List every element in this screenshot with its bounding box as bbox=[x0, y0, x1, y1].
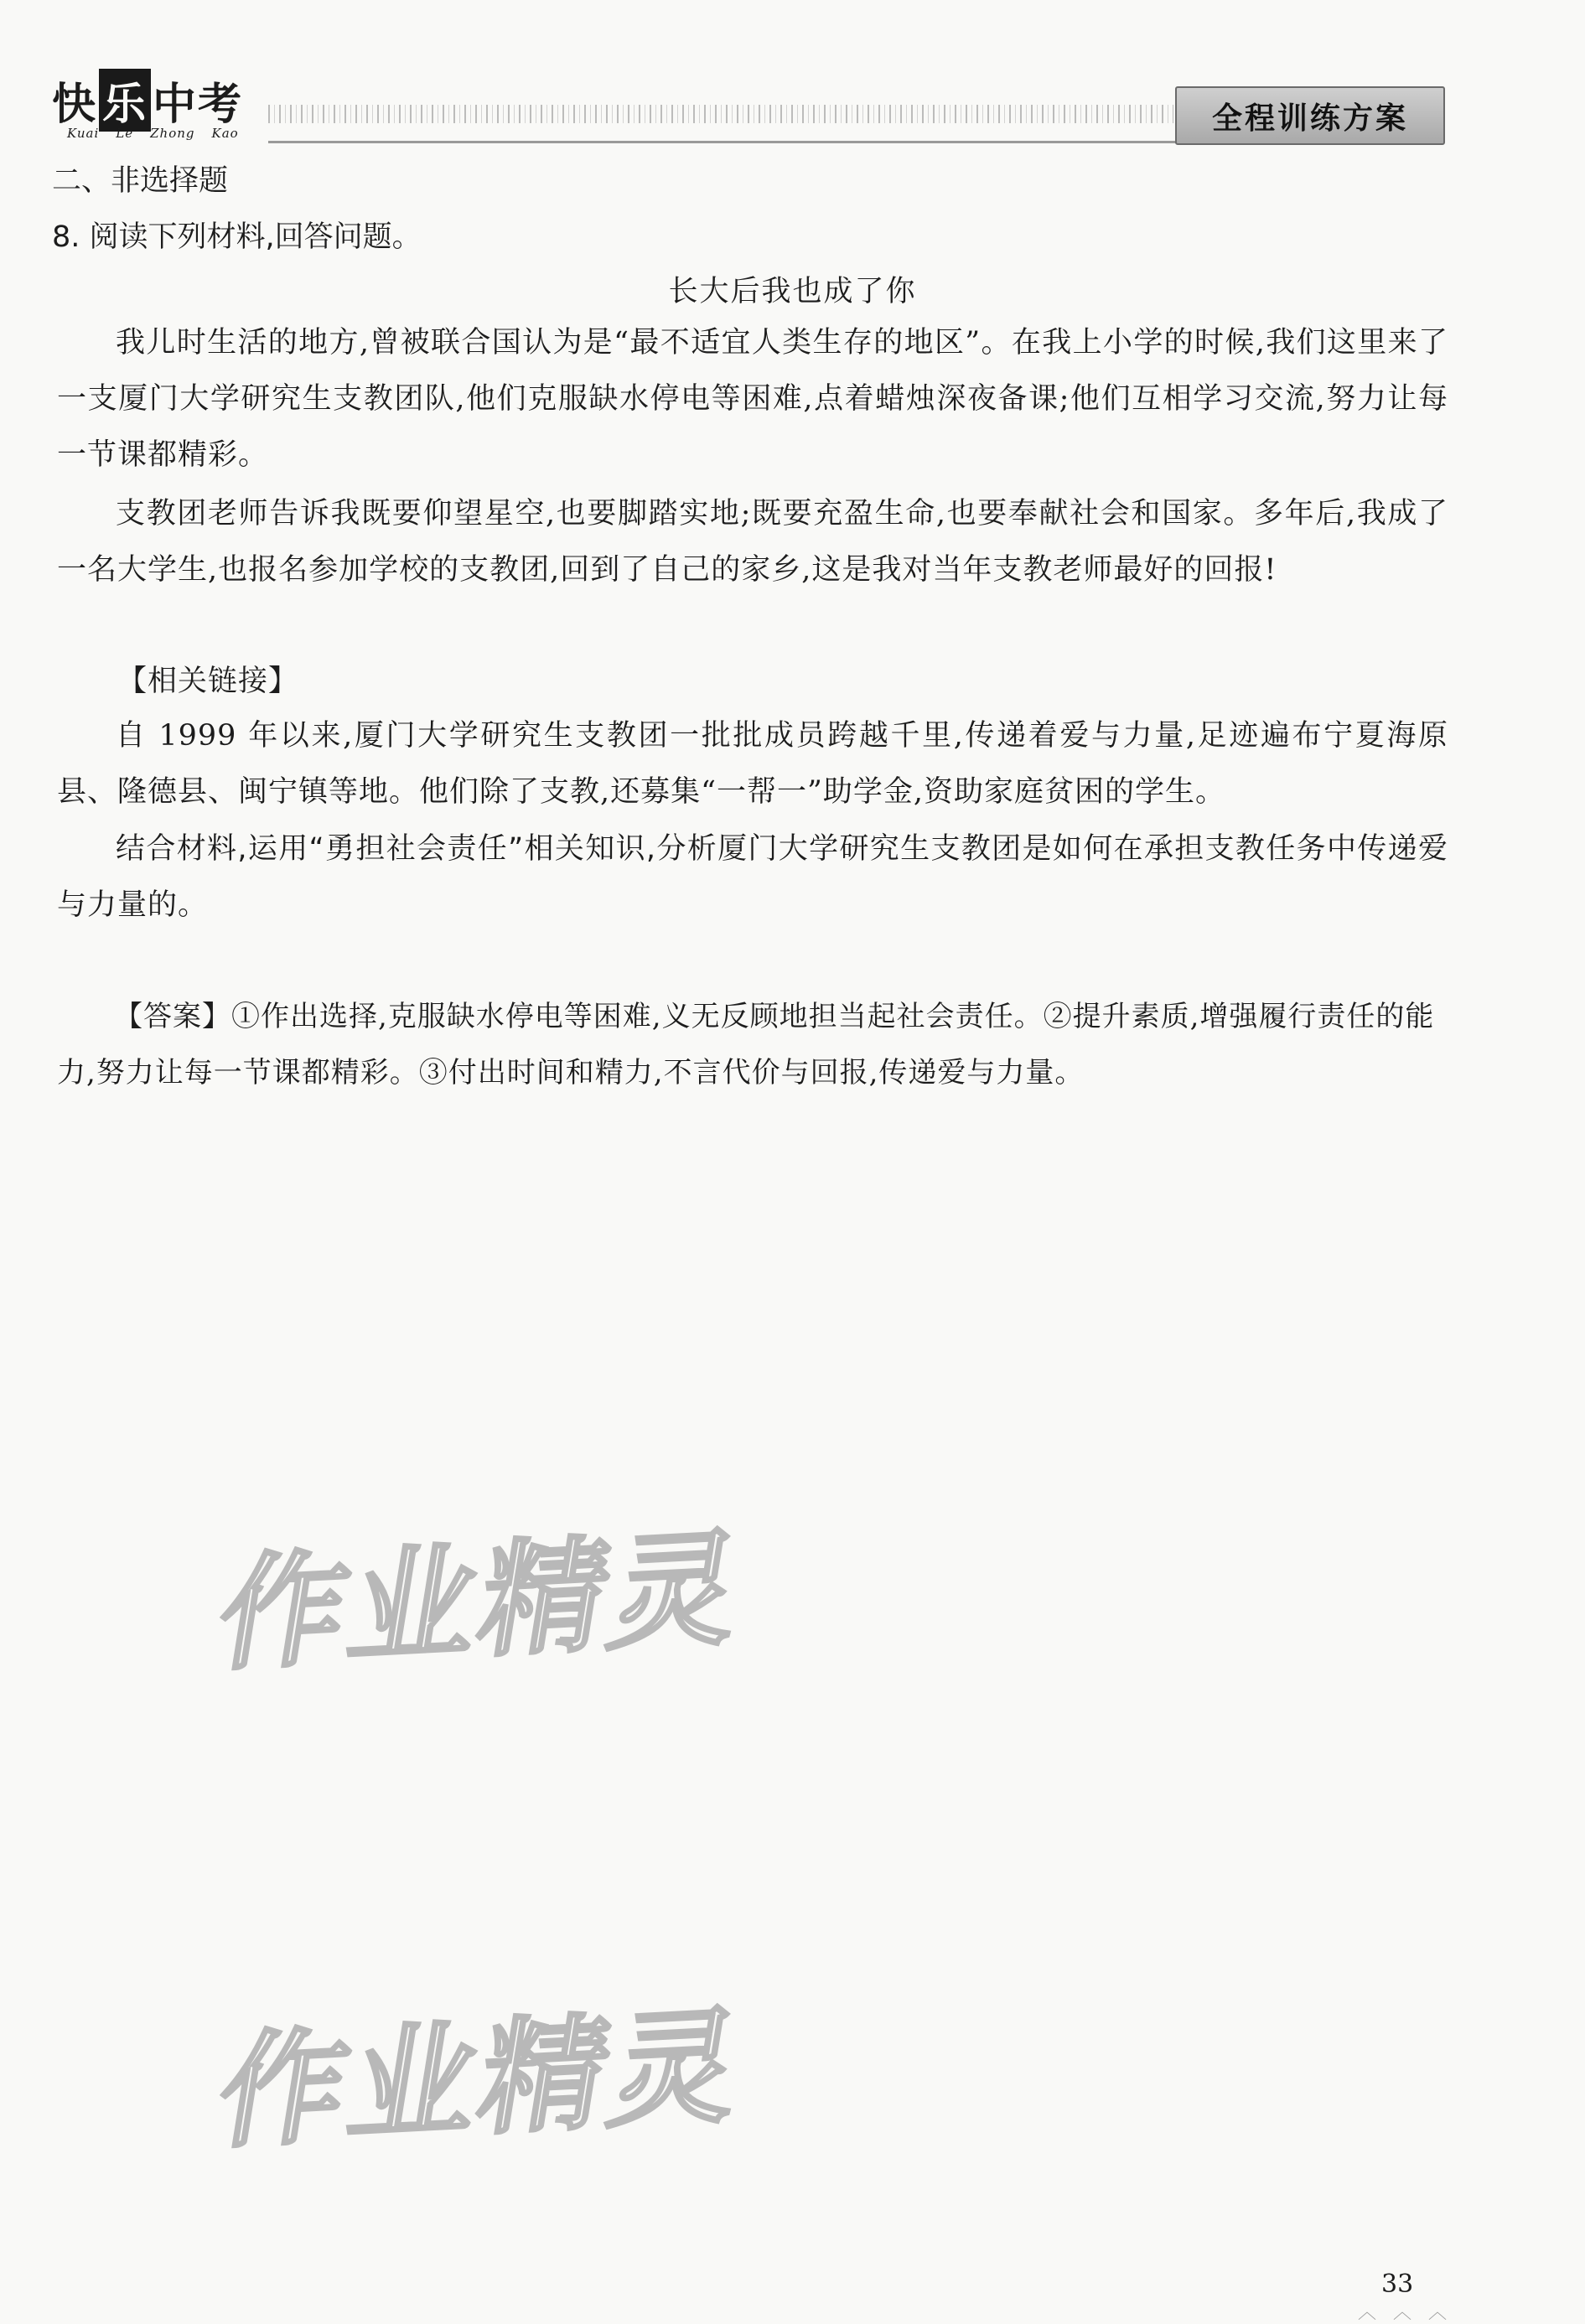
answer-text: 【答案】①作出选择,克服缺水停电等困难,义无反顾地担当起社会责任。②提升素质,增强履行责任的能力,努力让每一节课都精彩。③付出时间和精力,不言代价与回报,传递爱与力量。 bbox=[57, 1000, 1435, 1090]
logo-pinyin bbox=[67, 126, 256, 141]
plan-title-badge: 全程训练方案 bbox=[1175, 86, 1445, 145]
pinyin-word: Le bbox=[116, 126, 134, 141]
section-title: 二、非选择题 bbox=[52, 164, 229, 198]
logo-char: 考 bbox=[198, 79, 244, 130]
logo-char: 中 bbox=[153, 79, 199, 130]
pinyin-word: Zhong bbox=[150, 126, 195, 141]
related-link-text: 自 1999 年以来,厦门大学研究生支教团一批批成员跨越千里,传递着爱与力量,足迹遍布宁夏海原县、隆德县、闽宁镇等地。他们除了支教,还募集“一帮一”助学金,资助家庭贫困的学生。 bbox=[57, 719, 1449, 809]
pinyin-word: Kuai bbox=[67, 126, 100, 141]
watermark: 作业精灵 bbox=[208, 1515, 754, 1689]
footer-ornament-icon: ︿︿︿ bbox=[1358, 2302, 1464, 2323]
pinyin-word: Kao bbox=[211, 126, 239, 141]
passage-paragraph: 支教团老师告诉我既要仰望星空,也要脚踏实地;既要充盈生命,也要奉献社会和国家。多年后,我成了一名大学生,也报名参加学校的支教团,回到了自己的家乡,这是我对当年支教老师最好的回报! bbox=[57, 497, 1448, 587]
header-decorative-rule bbox=[268, 105, 1173, 123]
logo-char: 快 bbox=[52, 79, 98, 130]
question-prompt: 8. 阅读下列材料,回答问题。 bbox=[52, 220, 422, 254]
question-task: 结合材料,运用“勇担社会责任”相关知识,分析厦门大学研究生支教团是如何在承担支教任务中传递爱与力量的。 bbox=[57, 832, 1448, 922]
page-number: 33 bbox=[1381, 2270, 1414, 2299]
publisher-logo bbox=[52, 69, 245, 153]
watermark: 作业精灵 bbox=[208, 1993, 754, 2166]
page-header bbox=[0, 0, 1585, 155]
logo-title bbox=[52, 69, 243, 132]
related-link-label: 【相关链接】 bbox=[117, 665, 299, 698]
logo-char-boxed: 乐 bbox=[99, 69, 151, 132]
passage-title: 长大后我也成了你 bbox=[668, 275, 917, 308]
passage-paragraph: 我儿时生活的地方,曾被联合国认为是“最不适宜人类生存的地区”。在我上小学的时候,我们这里来了一支厦门大学研究生支教团队,他们克服缺水停电等困难,点着蜡烛深夜备课;他们互相学习交流,努力让每一节课都精彩。 bbox=[57, 326, 1448, 472]
